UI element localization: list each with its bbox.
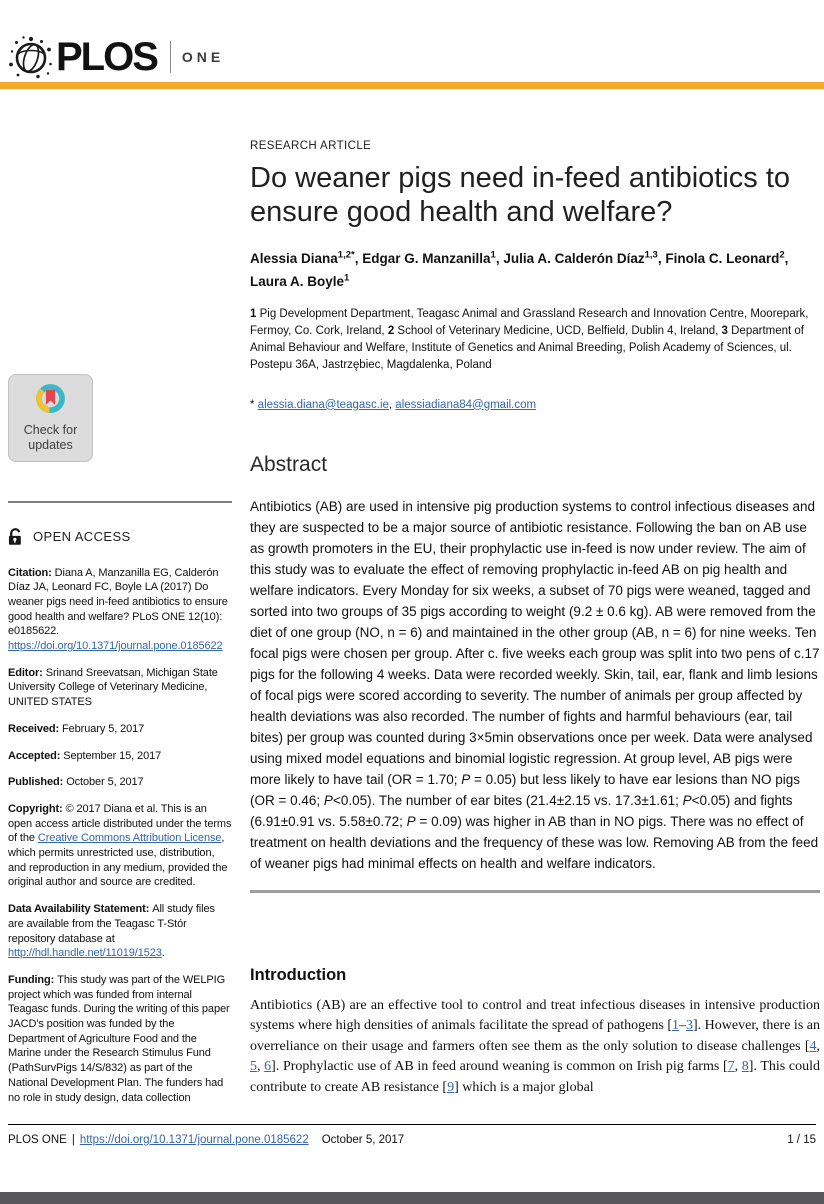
footer-separator: | — [71, 1134, 75, 1146]
page-footer — [8, 1124, 816, 1146]
text-segment: ] which is a major global — [454, 1079, 594, 1095]
text-segment: Edgar G. Manzanilla — [362, 251, 491, 267]
text-segment: P — [682, 792, 692, 808]
text-segment: 1 — [250, 307, 257, 320]
authors-line — [250, 248, 820, 293]
footer-journal: PLOS ONE — [8, 1134, 67, 1146]
sidebar-paragraph — [8, 973, 232, 1105]
text-segment: , — [354, 251, 363, 267]
sidebar-paragraph — [8, 666, 232, 710]
text-segment: Received: — [8, 722, 63, 735]
article-title: Do weaner pigs need in-feed antibiotics to ensure good health and welfare? — [250, 162, 791, 229]
sidebar-paragraph — [8, 722, 232, 737]
text-segment: Copyright: — [8, 802, 66, 815]
open-access-text: OPEN ACCESS — [33, 528, 131, 544]
text-segment: 1 — [344, 272, 350, 284]
sidebar-divider — [8, 501, 232, 503]
text-segment: Department of Animal Behaviour and Welfare, Institute of Genetics and Animal Breeding, Polish Academy of Sciences, ul. Postepu 36A, Jastrzębiec, Magdalenka, Poland — [250, 324, 804, 371]
plos-globe-icon — [8, 34, 54, 80]
text-segment: All study files are available from the Teagasc T-Stór repository database at — [8, 903, 215, 945]
text-segment: Data Availability Statement: — [8, 903, 153, 916]
link[interactable]: Creative Commons Attribution License — [37, 832, 222, 845]
link[interactable]: 8 — [741, 1059, 749, 1075]
text-segment: Published: — [8, 776, 67, 789]
text-segment: Diana A, Manzanilla EG, Calderón Díaz JA, Leonard FC, Boyle LA (2017) Do weaner pigs need in-feed antibiotics to ensure good health and welfare? PLoS ONE 12(10): e0185622. — [8, 566, 228, 638]
text-segment: September 15, 2017 — [63, 749, 162, 762]
footer-doi-link[interactable]: https://doi.org/10.1371/journal.pone.0185622 — [79, 1134, 309, 1146]
text-segment: , — [816, 1038, 820, 1054]
text-segment: P — [323, 792, 333, 808]
footer-date: October 5, 2017 — [321, 1134, 405, 1146]
link[interactable]: 9 — [447, 1079, 455, 1095]
text-segment: , — [495, 251, 504, 267]
article-metadata — [8, 566, 232, 1106]
page-number: 1 / 15 — [787, 1134, 816, 1146]
link[interactable]: https://doi.org/10.1371/journal.pone.0185622 — [8, 640, 223, 653]
text-segment: <0.05) and fights (6.91±0.91 vs. 5.58±0.72; — [250, 792, 793, 829]
bottom-bar — [0, 1192, 824, 1204]
text-segment: , — [784, 251, 789, 267]
text-segment: February 5, 2017 — [62, 722, 145, 735]
logo-divider — [170, 41, 171, 73]
text-segment: Julia A. Calderón Díaz — [503, 251, 645, 267]
text-segment: Accepted: — [8, 749, 64, 762]
introduction-heading: Introduction — [250, 965, 347, 984]
text-segment: <0.05). The number of ear bites (21.4±2.15 vs. 17.3±1.61; — [332, 792, 683, 808]
link[interactable]: 1 — [672, 1018, 679, 1034]
header-accent-bar — [0, 82, 824, 89]
text-segment: © 2017 Diana et al. This is an open access article distributed under the terms of the — [8, 802, 232, 845]
text-segment: , — [657, 251, 666, 267]
text-segment: . — [161, 947, 165, 960]
text-segment: * — [250, 398, 258, 411]
text-segment: , — [257, 1059, 265, 1075]
link[interactable]: 5 — [250, 1059, 257, 1075]
sidebar-paragraph — [8, 802, 232, 890]
affiliations — [250, 306, 820, 374]
text-segment: Srinand Sreevatsan, Michigan State University College of Veterinary Medicine, UNITED STATES — [8, 666, 218, 709]
sidebar-paragraph — [8, 749, 232, 764]
link[interactable]: alessia.diana@teagasc.ie — [257, 398, 389, 411]
open-lock-icon — [8, 527, 24, 546]
abstract-heading: Abstract — [250, 452, 328, 476]
link[interactable]: 7 — [727, 1059, 735, 1075]
article-type-label: RESEARCH ARTICLE — [250, 140, 372, 152]
text-segment: Editor: — [8, 666, 46, 679]
text-segment: Antibiotics (AB) are used in intensive pig production systems to control infectious diseases and they are suspected to be a major source of antibiotic resistance. Following the ban on AB use as growth promoters in the EU, their prophylactic use in-feed is now under review. The aim of this study was to evaluate the effect of removing prophylactic in-feed AB on pig health and welfare indicators. Every Monday for six weeks, a subset of 70 pigs were weaned, tagged and sorted into two groups of 35 pigs according to weight (9.2 ± 0.6 kg). AB were removed from the diet of one group (NO, n = 6) and maintained in the other group (AB, n = 6) for nine weeks. Ten focal pigs were chosen per group. After c. five weeks each group was split into two pens of c.17 pigs for the following 4 weeks. Data were recorded weekly. Skin, tail, ear, flank and limb lesions of focal pigs were scored according to severity. The number of animals per group affected by health deviations was also recorded. The number of fights and harmful behaviours (ear, tail bites) per group was counted during 3×5min observations once per week. Data were analysed using mixed model equations and binomial logistic regression. At group level, AB pigs were more likely to have tail (OR = 1.70; — [250, 498, 820, 787]
correspondence-line — [250, 399, 820, 411]
text-segment: = 0.05) but less likely to have ear lesions than NO pigs (OR = 0.46; — [250, 771, 801, 808]
text-segment: Antibiotics (AB) are an effective tool to control and treat infectious diseases in intensive production systems where high densities of animals facilitate the spread of pathogens [ — [250, 997, 820, 1034]
sidebar-paragraph — [8, 566, 232, 654]
text-segment: , — [734, 1059, 742, 1075]
text-segment: This study was part of the WELPIG project which was funded from internal Teagasc funds. During the writing of this paper JACD's position was funded by the Department of Agriculture Food and the Marine under the Research Stimulus Fund (PathSurvPigs 14/S/832) as part of the National Development Plan. The funders had no role in study design, data collection — [8, 973, 230, 1104]
text-segment: 1,2 — [337, 249, 352, 261]
link[interactable]: http://hdl.handle.net/11019/1523 — [8, 947, 162, 960]
article-main — [250, 140, 820, 1099]
text-segment: 2 — [779, 249, 785, 261]
text-segment: Laura A. Boyle — [250, 273, 345, 289]
text-segment: Funding: — [8, 973, 58, 986]
text-segment: , which permits unrestricted use, distribution, and reproduction in any medium, provided the original author and source are credited. — [8, 832, 228, 889]
text-segment: ]. However, there is an overreliance on their usage and farmers often see them as the only solution to disease challenges [ — [250, 1018, 821, 1054]
text-segment: – — [679, 1018, 686, 1034]
open-access-label — [8, 527, 232, 546]
link[interactable]: 3 — [686, 1018, 693, 1034]
text-segment: , — [388, 398, 396, 411]
abstract-text — [250, 496, 820, 874]
abstract-divider — [250, 890, 820, 893]
text-segment: P — [461, 771, 471, 787]
check-for-updates-label: Check for updates — [23, 423, 78, 452]
text-segment: School of Veterinary Medicine, UCD, Belfield, Dublin 4, Ireland, — [394, 324, 722, 337]
link[interactable]: alessiadiana84@gmail.com — [395, 398, 537, 411]
text-segment: Alessia Diana — [250, 251, 338, 267]
text-segment: = 0.09) was higher in AB than in NO pigs. There was no effect of treatment on health deviations and the frequency of these was low. Removing AB from the feed of weaner pigs had minimal effects on health and welfare indicators. — [250, 813, 819, 871]
text-segment: October 5, 2017 — [66, 776, 144, 789]
text-segment: 3 — [721, 324, 728, 337]
text-segment: 1,3 — [644, 249, 658, 261]
crossmark-icon — [34, 382, 67, 415]
link[interactable]: 6 — [264, 1059, 272, 1075]
journal-name: ONE — [181, 49, 225, 65]
text-segment: * — [351, 249, 355, 261]
text-segment: ]. This could contribute to create AB resistance [ — [250, 1059, 820, 1095]
sidebar — [8, 374, 232, 1117]
plos-logo[interactable] — [8, 34, 224, 80]
introduction-text — [250, 996, 820, 1099]
link[interactable]: 4 — [809, 1038, 817, 1054]
text-segment: 2 — [387, 324, 395, 337]
plos-wordmark: PLOS — [56, 34, 157, 79]
text-segment: Finola C. Leonard — [665, 251, 780, 267]
sidebar-paragraph — [8, 902, 232, 961]
check-for-updates-button[interactable] — [8, 374, 93, 462]
text-segment: 1 — [490, 249, 496, 261]
text-segment: P — [406, 813, 416, 829]
text-segment: ]. Prophylactic use of AB in feed around weaning is common on Irish pig farms [ — [271, 1059, 728, 1075]
sidebar-paragraph — [8, 775, 232, 790]
text-segment: Citation: — [8, 566, 55, 579]
text-segment: Pig Development Department, Teagasc Animal and Grassland Research and Innovation Centre, Moorepark, Fermoy, Co. Cork, Ireland, — [250, 307, 809, 337]
